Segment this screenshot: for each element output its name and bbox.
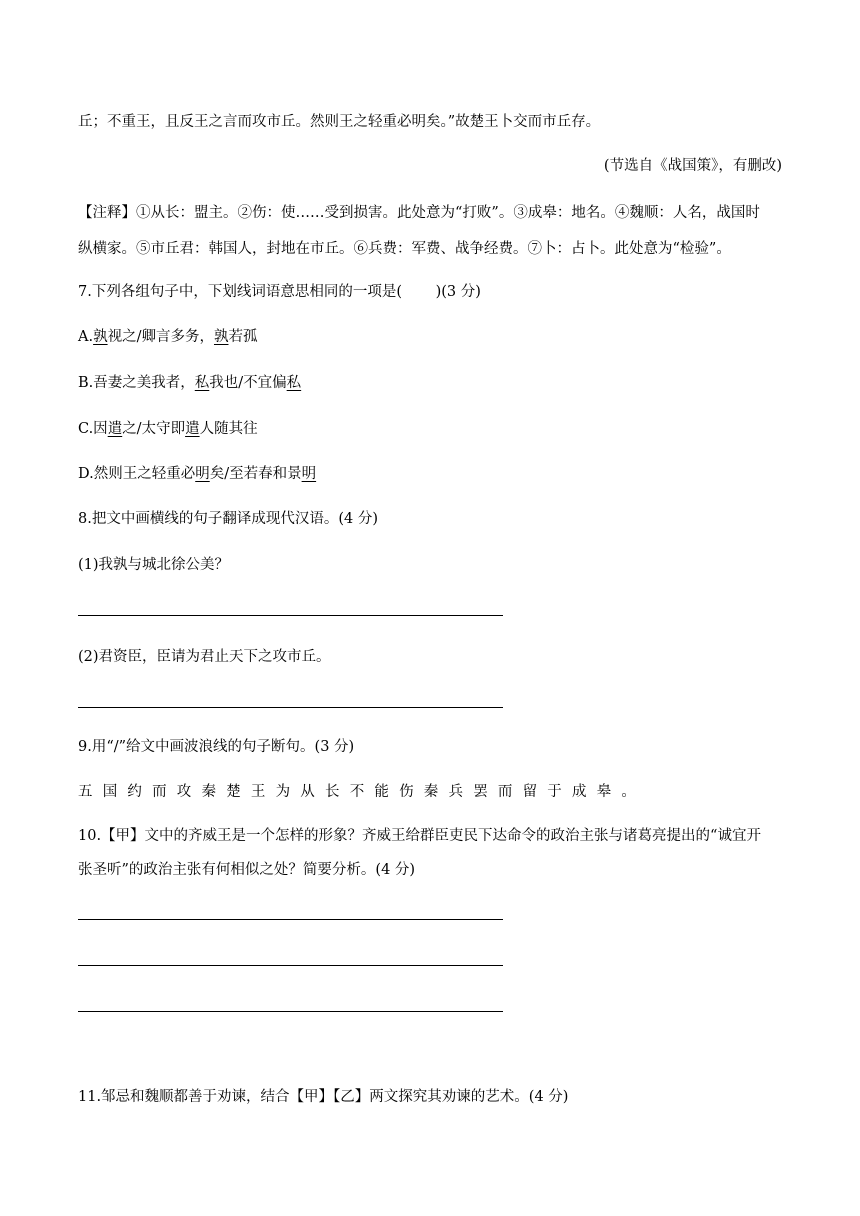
answer-line[interactable] xyxy=(78,615,503,616)
answer-line[interactable] xyxy=(78,1011,503,1012)
underlined-word: 遣 xyxy=(107,421,123,437)
question-10-line-1: 10.【甲】文中的齐威王是一个怎样的形象？齐威王给群臣吏民下达命令的政治主张与诸葛亮提出的“诚宜开 xyxy=(78,828,761,844)
notes-line-1: 【注释】①从长：盟主。②伤：使……受到损害。此处意为“打败”。③成皋：地名。④魏顺：人名，战国时 xyxy=(78,205,760,221)
source-note: (节选自《战国策》，有删改) xyxy=(603,158,782,174)
option-a xyxy=(78,327,257,347)
question-8-sentence-1: (1)我孰与城北徐公美？ xyxy=(78,557,230,573)
option-text: 人随其往 xyxy=(199,421,258,437)
underlined-word: 私 xyxy=(286,375,302,391)
underlined-word: 明 xyxy=(195,466,210,482)
notes-line-2: 纵横家。⑤市丘君：韩国人，封地在市丘。⑥兵费：军费、战争经费。⑦卜：占卜。此处意为“检验”。 xyxy=(78,241,731,257)
underlined-word: 遣 xyxy=(185,421,200,437)
answer-line[interactable] xyxy=(78,919,503,920)
question-8-sentence-2: (2)君资臣，臣请为君止天下之攻市丘。 xyxy=(78,649,331,665)
option-text: C.因 xyxy=(78,421,108,437)
option-text: A. xyxy=(78,329,94,345)
option-text: 之/太守即 xyxy=(122,421,186,437)
question-11-stem: 11.邹忌和魏顺都善于劝谏，结合【甲】【乙】两文探究其劝谏的艺术。(4 分) xyxy=(78,1089,569,1105)
answer-line[interactable] xyxy=(78,965,503,966)
underlined-word: 孰 xyxy=(213,329,229,345)
option-d xyxy=(78,464,316,484)
question-8-stem: 8.把文中画横线的句子翻译成现代汉语。(4 分) xyxy=(78,511,378,527)
underlined-word: 明 xyxy=(301,466,317,482)
option-text: D.然则王之轻重必 xyxy=(78,466,196,482)
option-text: 我也/不宜偏 xyxy=(209,375,287,391)
underlined-word: 孰 xyxy=(93,329,108,345)
question-9-stem: 9.用“/”给文中画波浪线的句子断句。(3 分) xyxy=(78,739,355,755)
passage-end: 丘；不重王，且反王之言而攻市丘。然则王之轻重必明矣。”故楚王卜交而市丘存。 xyxy=(78,114,601,130)
question-10-line-2: 张圣听”的政治主张有何相似之处？简要分析。(4 分) xyxy=(78,862,416,878)
answer-line[interactable] xyxy=(78,707,503,708)
option-text: 视之/卿言多务， xyxy=(107,329,214,345)
question-7-stem: 7.下列各组句子中，下划线词语意思相同的一项是( )(3 分) xyxy=(78,284,481,300)
option-text: B.吾妻之美我者， xyxy=(78,375,195,391)
underlined-word: 私 xyxy=(194,375,210,391)
option-text: 若孤 xyxy=(228,329,258,345)
question-9-text: 五国约而攻秦楚王为从长不能伤秦兵罢而留于成皋。 xyxy=(78,784,647,800)
option-b xyxy=(78,373,301,393)
option-text: 矣/至若春和景 xyxy=(209,466,302,482)
option-c xyxy=(78,419,258,439)
